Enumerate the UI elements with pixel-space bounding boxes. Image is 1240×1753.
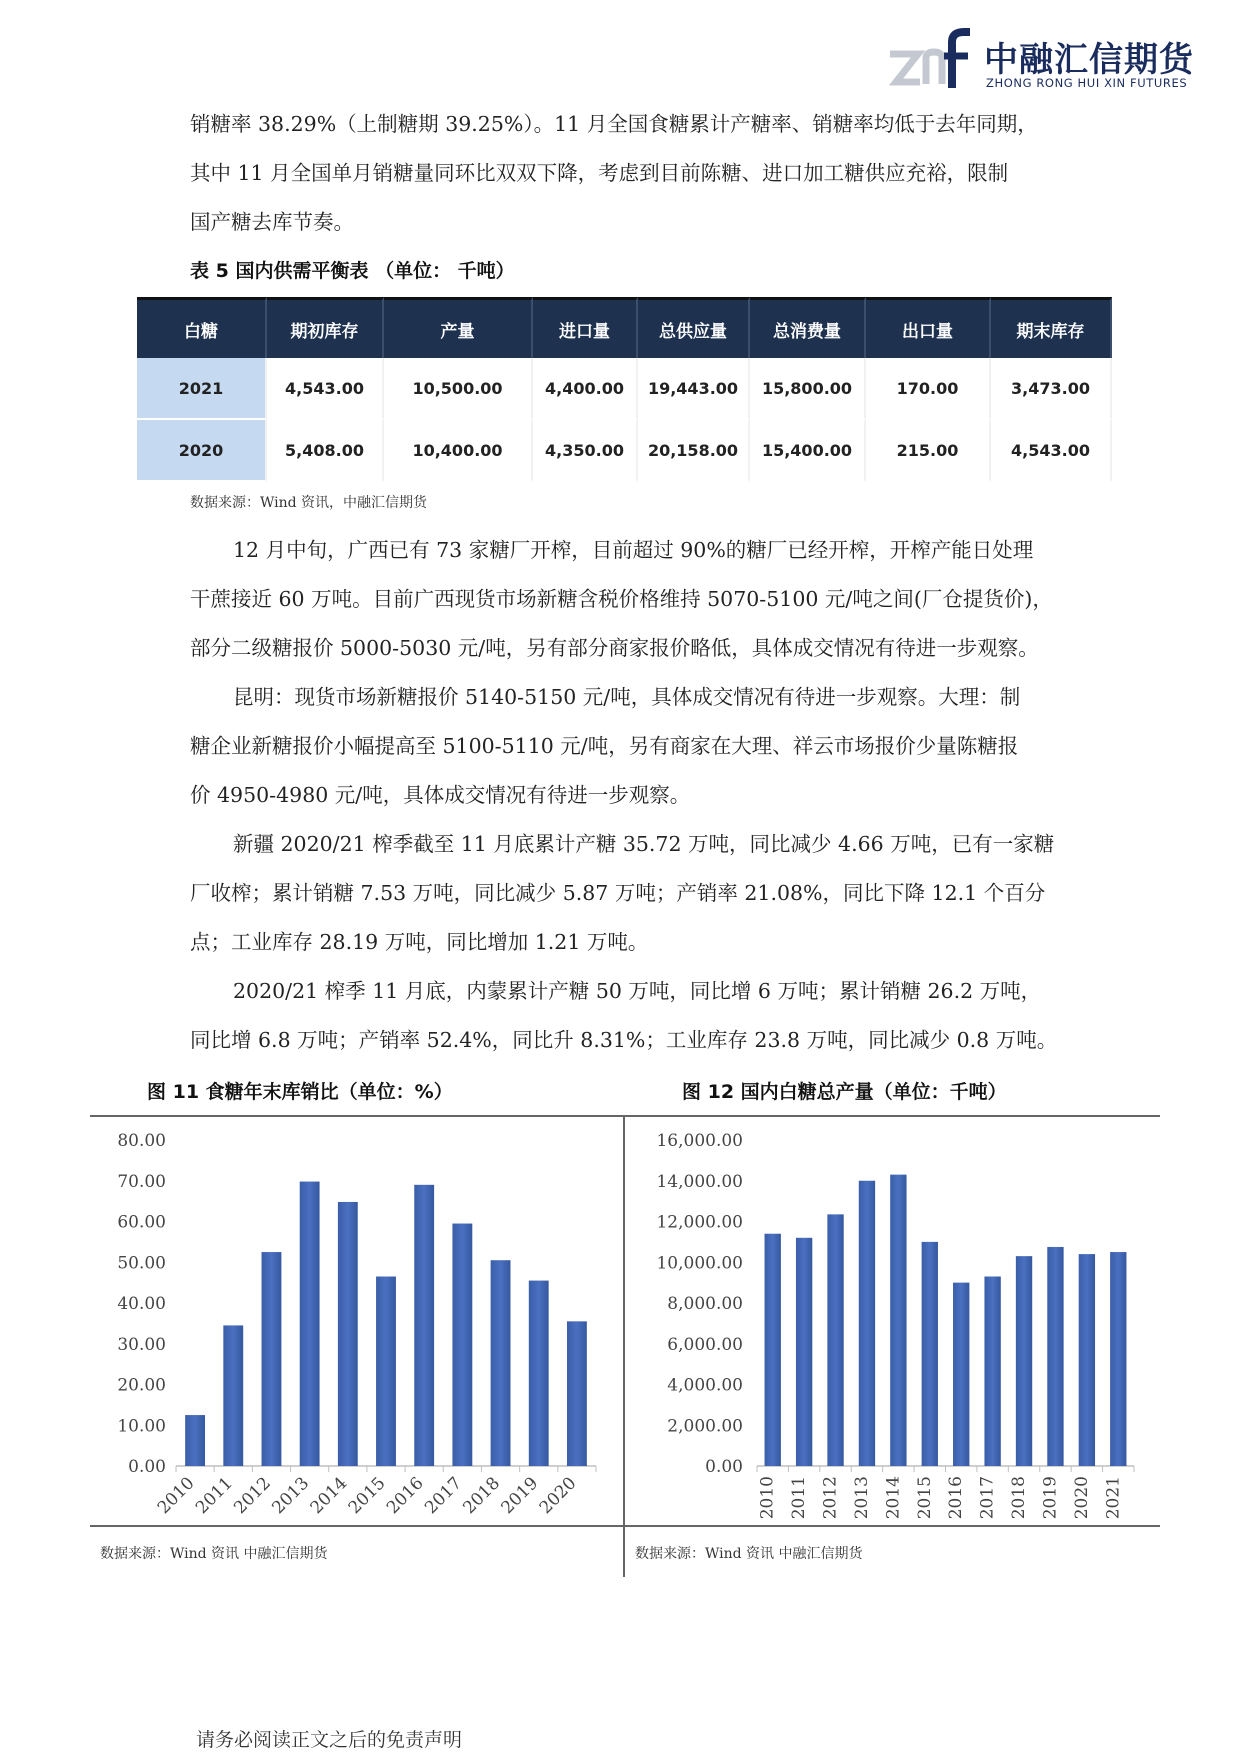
x-tick-label: 2016 (946, 1476, 967, 1520)
header-production: 产量 (384, 297, 533, 358)
table-cell: 5,408.00 (267, 420, 384, 482)
text-line: 点；工业库存 28.19 万吨，同比增加 1.21 万吨。 (190, 930, 649, 954)
table-cell: 170.00 (866, 358, 991, 420)
row-year: 2020 (137, 420, 267, 482)
table-cell: 215.00 (866, 420, 991, 482)
table-cell: 4,543.00 (991, 420, 1112, 482)
znf-logo-icon (888, 28, 970, 92)
chart-divider-rule (623, 1115, 625, 1577)
y-tick-label: 8,000.00 (667, 1294, 743, 1314)
table-row (137, 420, 1112, 482)
supply-demand-table (137, 297, 1112, 482)
header-opening-stock: 期初库存 (267, 297, 384, 358)
x-tick-label: 2013 (268, 1473, 314, 1519)
bar-2021 (1110, 1252, 1126, 1466)
stock-to-sales-ratio-chart (92, 1120, 620, 1520)
table-cell: 15,400.00 (750, 420, 866, 482)
table-cell: 4,543.00 (267, 358, 384, 420)
x-tick-label: 2017 (421, 1473, 466, 1519)
table-cell: 4,350.00 (533, 420, 638, 482)
x-tick-label: 2020 (1071, 1476, 1092, 1520)
x-tick-label: 2011 (192, 1473, 237, 1519)
table-cell: 3,473.00 (991, 358, 1112, 420)
bar-2017 (984, 1277, 1000, 1466)
bar-2012 (262, 1252, 282, 1466)
bar-2016 (953, 1283, 969, 1466)
table-cell: 19,443.00 (638, 358, 750, 420)
bar-2018 (1016, 1256, 1032, 1466)
y-tick-label: 14,000.00 (656, 1171, 743, 1192)
x-tick-label: 2012 (230, 1473, 275, 1519)
x-tick-label: 2013 (851, 1476, 872, 1520)
bar-2016 (414, 1185, 434, 1466)
x-tick-label: 2018 (1009, 1476, 1030, 1520)
bar-2015 (376, 1277, 396, 1466)
table-cell: 10,500.00 (384, 358, 533, 420)
bar-2010 (185, 1415, 205, 1466)
x-tick-label: 2010 (757, 1476, 778, 1520)
y-tick-label: 2,000.00 (667, 1416, 743, 1437)
y-tick-label: 80.00 (117, 1131, 166, 1151)
bar-2011 (223, 1325, 243, 1466)
paragraph-sales-rate (190, 100, 1070, 247)
y-tick-label: 70.00 (117, 1171, 166, 1192)
table-caption: 表 5 国内供需平衡表 （单位： 千吨） (190, 260, 515, 282)
figure12-source: 数据来源：Wind 资讯 中融汇信期货 (635, 1546, 863, 1562)
text-line: 国产糖去库节奏。 (190, 210, 354, 234)
domestic-sugar-production-chart (627, 1120, 1158, 1520)
x-tick-label: 2016 (382, 1473, 428, 1519)
bar-2014 (338, 1202, 358, 1466)
y-tick-label: 6,000.00 (667, 1334, 743, 1355)
y-tick-label: 50.00 (117, 1253, 166, 1274)
table-header-row (137, 297, 1112, 358)
table-cell: 4,400.00 (533, 358, 638, 420)
table-cell: 20,158.00 (638, 420, 750, 482)
paragraph-guangxi (190, 526, 1070, 673)
bar-2018 (491, 1260, 511, 1466)
text-line: 糖企业新糖报价小幅提高至 5100-5110 元/吨，另有商家在大理、祥云市场报价少量陈糖报 (190, 734, 1019, 758)
company-logo (888, 28, 1194, 96)
y-tick-label: 4,000.00 (667, 1375, 743, 1396)
logo-chinese-name: 中融汇信期货 (984, 40, 1194, 80)
figure11-source: 数据来源：Wind 资讯 中融汇信期货 (100, 1546, 328, 1562)
bar-2020 (567, 1321, 587, 1466)
paragraph-inner-mongolia (190, 967, 1070, 1065)
header-exports: 出口量 (866, 297, 991, 358)
y-tick-label: 60.00 (117, 1212, 166, 1233)
text-line: 同比增 6.8 万吨；产销率 52.4%，同比升 8.31%；工业库存 23.8 万吨，同比减少 0.8 万吨。 (190, 1028, 1058, 1052)
y-tick-label: 20.00 (117, 1375, 166, 1396)
text-line: 其中 11 月全国单月销糖量同环比双双下降，考虑到目前陈糖、进口加工糖供应充裕，限制 (190, 161, 1009, 185)
x-tick-label: 2012 (820, 1476, 841, 1520)
x-tick-label: 2019 (1040, 1476, 1061, 1520)
table-source: 数据来源：Wind 资讯，中融汇信期货 (190, 495, 428, 511)
bar-2010 (765, 1234, 781, 1466)
bar-2014 (890, 1175, 906, 1466)
disclaimer-footer: 请务必阅读正文之后的免责声明 (196, 1729, 463, 1751)
x-tick-label: 2017 (977, 1476, 998, 1520)
text-line: 干蔗接近 60 万吨。目前广西现货市场新糖含税价格维持 5070-5100 元/吨之间(厂仓提货价)， (190, 587, 1053, 611)
text-line: 昆明：现货市场新糖报价 5140-5150 元/吨，具体成交情况有待进一步观察。大理：制 (233, 685, 1021, 709)
y-tick-label: 10,000.00 (656, 1253, 743, 1274)
table-cell: 15,800.00 (750, 358, 866, 420)
header-total-consumption: 总消费量 (750, 297, 866, 358)
x-tick-label: 2014 (883, 1476, 904, 1520)
text-line: 销糖率 38.29%（上制糖期 39.25%）。11 月全国食糖累计产糖率、销糖率均低于去年同期， (190, 112, 1038, 136)
table-cell: 10,400.00 (384, 420, 533, 482)
paragraph-xinjiang (190, 820, 1070, 967)
bar-2020 (1079, 1254, 1095, 1466)
text-line: 部分二级糖报价 5000-5030 元/吨，另有部分商家报价略低，具体成交情况有待进一步观察。 (190, 636, 1039, 660)
bar-2019 (529, 1281, 549, 1466)
y-tick-label: 10.00 (117, 1416, 166, 1437)
bar-2012 (827, 1214, 843, 1466)
x-tick-label: 2015 (344, 1473, 390, 1519)
y-tick-label: 16,000.00 (656, 1131, 743, 1151)
bar-2017 (452, 1224, 472, 1466)
x-tick-label: 2019 (497, 1473, 543, 1519)
y-tick-label: 40.00 (117, 1294, 166, 1314)
x-tick-label: 2010 (153, 1473, 199, 1519)
header-total-supply: 总供应量 (638, 297, 750, 358)
header-imports: 进口量 (533, 297, 638, 358)
chart-frame-bottom-rule (90, 1525, 1160, 1527)
text-line: 2020/21 榨季 11 月底，内蒙累计产糖 50 万吨，同比增 6 万吨；累计销糖 26.2 万吨， (233, 979, 1042, 1003)
y-tick-label: 0.00 (705, 1457, 743, 1477)
bar-2011 (796, 1238, 812, 1466)
table-row (137, 358, 1112, 420)
text-line: 价 4950-4980 元/吨，具体成交情况有待进一步观察。 (190, 783, 691, 807)
text-line: 12 月中旬，广西已有 73 家糖厂开榨，目前超过 90%的糖厂已经开榨，开榨产能日处理 (233, 538, 1034, 562)
paragraph-yunnan (190, 673, 1070, 820)
logo-english-name: ZHONG RONG HUI XIN FUTURES (986, 76, 1188, 90)
header-sugar: 白糖 (137, 297, 267, 358)
x-tick-label: 2014 (306, 1473, 352, 1519)
figure11-caption: 图 11 食糖年末库销比（单位：%） (147, 1081, 453, 1103)
x-tick-label: 2015 (914, 1476, 935, 1520)
x-tick-label: 2021 (1103, 1476, 1124, 1520)
text-line: 新疆 2020/21 榨季截至 11 月底累计产糖 35.72 万吨，同比减少 4.66 万吨，已有一家糖 (233, 832, 1055, 856)
y-tick-label: 0.00 (128, 1457, 166, 1477)
chart-frame-top-rule (90, 1115, 1160, 1117)
y-tick-label: 12,000.00 (656, 1212, 743, 1233)
x-tick-label: 2018 (459, 1473, 505, 1519)
x-tick-label: 2011 (789, 1476, 810, 1520)
bar-2013 (859, 1181, 875, 1466)
text-line: 厂收榨；累计销糖 7.53 万吨，同比减少 5.87 万吨；产销率 21.08%，同比下降 12.1 个百分 (190, 881, 1046, 905)
bar-2013 (300, 1182, 320, 1466)
figure12-caption: 图 12 国内白糖总产量（单位：千吨） (682, 1081, 1007, 1103)
header-ending-stock: 期末库存 (991, 297, 1112, 358)
row-year: 2021 (137, 358, 267, 420)
bar-2015 (922, 1242, 938, 1466)
bar-2019 (1047, 1247, 1063, 1466)
y-tick-label: 30.00 (117, 1334, 166, 1355)
x-tick-label: 2020 (535, 1473, 581, 1519)
